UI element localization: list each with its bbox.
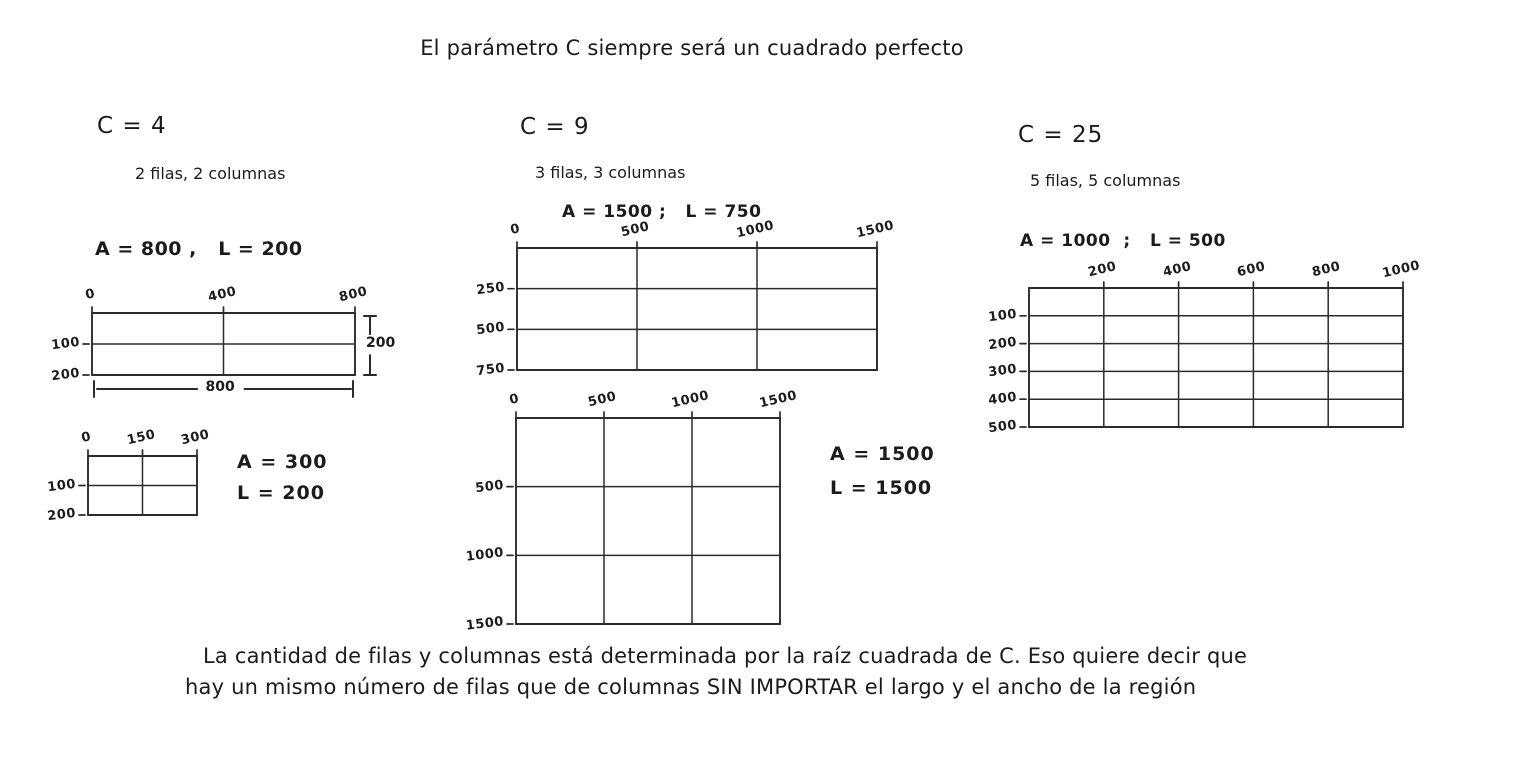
c25-rows-cols-label: 5 filas, 5 columnas [1030,171,1181,190]
y-tick-label-c9-wide-500: 500 [475,320,506,339]
width-bracket-label: 800 [205,379,235,395]
x-tick-label-c9-wide-500: 500 [619,219,651,241]
grid-c25 [987,258,1473,473]
c25-dimensions-label: A = 1000 ; L = 500 [1020,231,1226,251]
y-tick-label-c25-300: 300 [987,362,1018,381]
y-tick-label-c25-400: 400 [987,389,1018,409]
square-grid-length-label: L = 1500 [830,477,933,499]
c9-value-label: C = 9 [520,114,590,140]
grid-c4-small [46,427,267,561]
small-grid-length-label: L = 200 [237,482,325,504]
grid-c9-wide [475,218,947,416]
c4-dimensions-label: A = 800 , L = 200 [95,238,303,260]
grid-c4-main [50,284,425,421]
x-tick-label-c25-200: 200 [1086,259,1118,281]
x-tick-label-c4-main-0: 0 [83,286,97,304]
x-tick-label-c4-main-400: 400 [206,284,238,306]
y-tick-label-c4-main-100: 100 [50,334,81,354]
x-tick-label-c25-600: 600 [1236,259,1268,281]
x-tick-label-c25-800: 800 [1310,259,1343,281]
x-tick-label-c9-square-1500: 1500 [758,388,799,412]
y-tick-label-c25-100: 100 [987,306,1018,325]
x-tick-label-c4-small-300: 300 [179,427,211,449]
x-tick-label-c4-main-800: 800 [337,284,369,306]
y-tick-label-c9-square-1000: 1000 [465,545,505,566]
square-grid-area-label: A = 1500 [830,443,935,465]
grid-c9-square [465,388,850,670]
y-tick-label-c9-square-1500: 1500 [465,614,505,634]
y-tick-label-c25-500: 500 [987,417,1018,437]
y-tick-label-c4-small-100: 100 [46,476,77,495]
y-tick-label-c9-wide-250: 250 [475,279,506,298]
y-tick-label-c4-main-200: 200 [50,365,81,385]
y-tick-label-c9-square-500: 500 [474,477,505,496]
c4-value-label: C = 4 [97,113,167,139]
x-tick-label-c9-wide-1500: 1500 [855,218,896,242]
x-tick-label-c9-square-0: 0 [507,391,521,409]
c25-value-label: C = 25 [1018,122,1104,148]
x-tick-label-c4-small-150: 150 [125,427,157,449]
c4-rows-cols-label: 2 filas, 2 columnas [135,164,286,183]
page-title: El parámetro C siempre será un cuadrado perfecto [420,36,964,60]
x-tick-label-c25-400: 400 [1161,259,1193,281]
x-tick-label-c9-wide-1000: 1000 [735,218,776,242]
c9-dimensions-label: A = 1500 ; L = 750 [562,202,762,222]
footer-explanation-line2: hay un mismo número de filas que de columnas SIN IMPORTAR el largo y el ancho de la región [185,675,1197,699]
y-tick-label-c9-wide-750: 750 [475,360,506,380]
c9-rows-cols-label: 3 filas, 3 columnas [535,163,686,182]
x-tick-label-c9-square-500: 500 [586,389,618,411]
x-tick-label-c9-wide-0: 0 [508,221,522,239]
y-tick-label-c25-200: 200 [987,334,1018,353]
x-tick-label-c4-small-0: 0 [79,429,93,447]
small-grid-area-label: A = 300 [237,451,328,473]
x-tick-label-c9-square-1000: 1000 [670,388,711,412]
y-tick-label-c4-small-200: 200 [46,505,77,525]
x-tick-label-c25-1000: 1000 [1381,258,1422,282]
height-bracket-label: 200 [366,335,396,351]
footer-explanation-line1: La cantidad de filas y columnas está determinada por la raíz cuadrada de C. Eso quiere decir que [203,644,1248,668]
